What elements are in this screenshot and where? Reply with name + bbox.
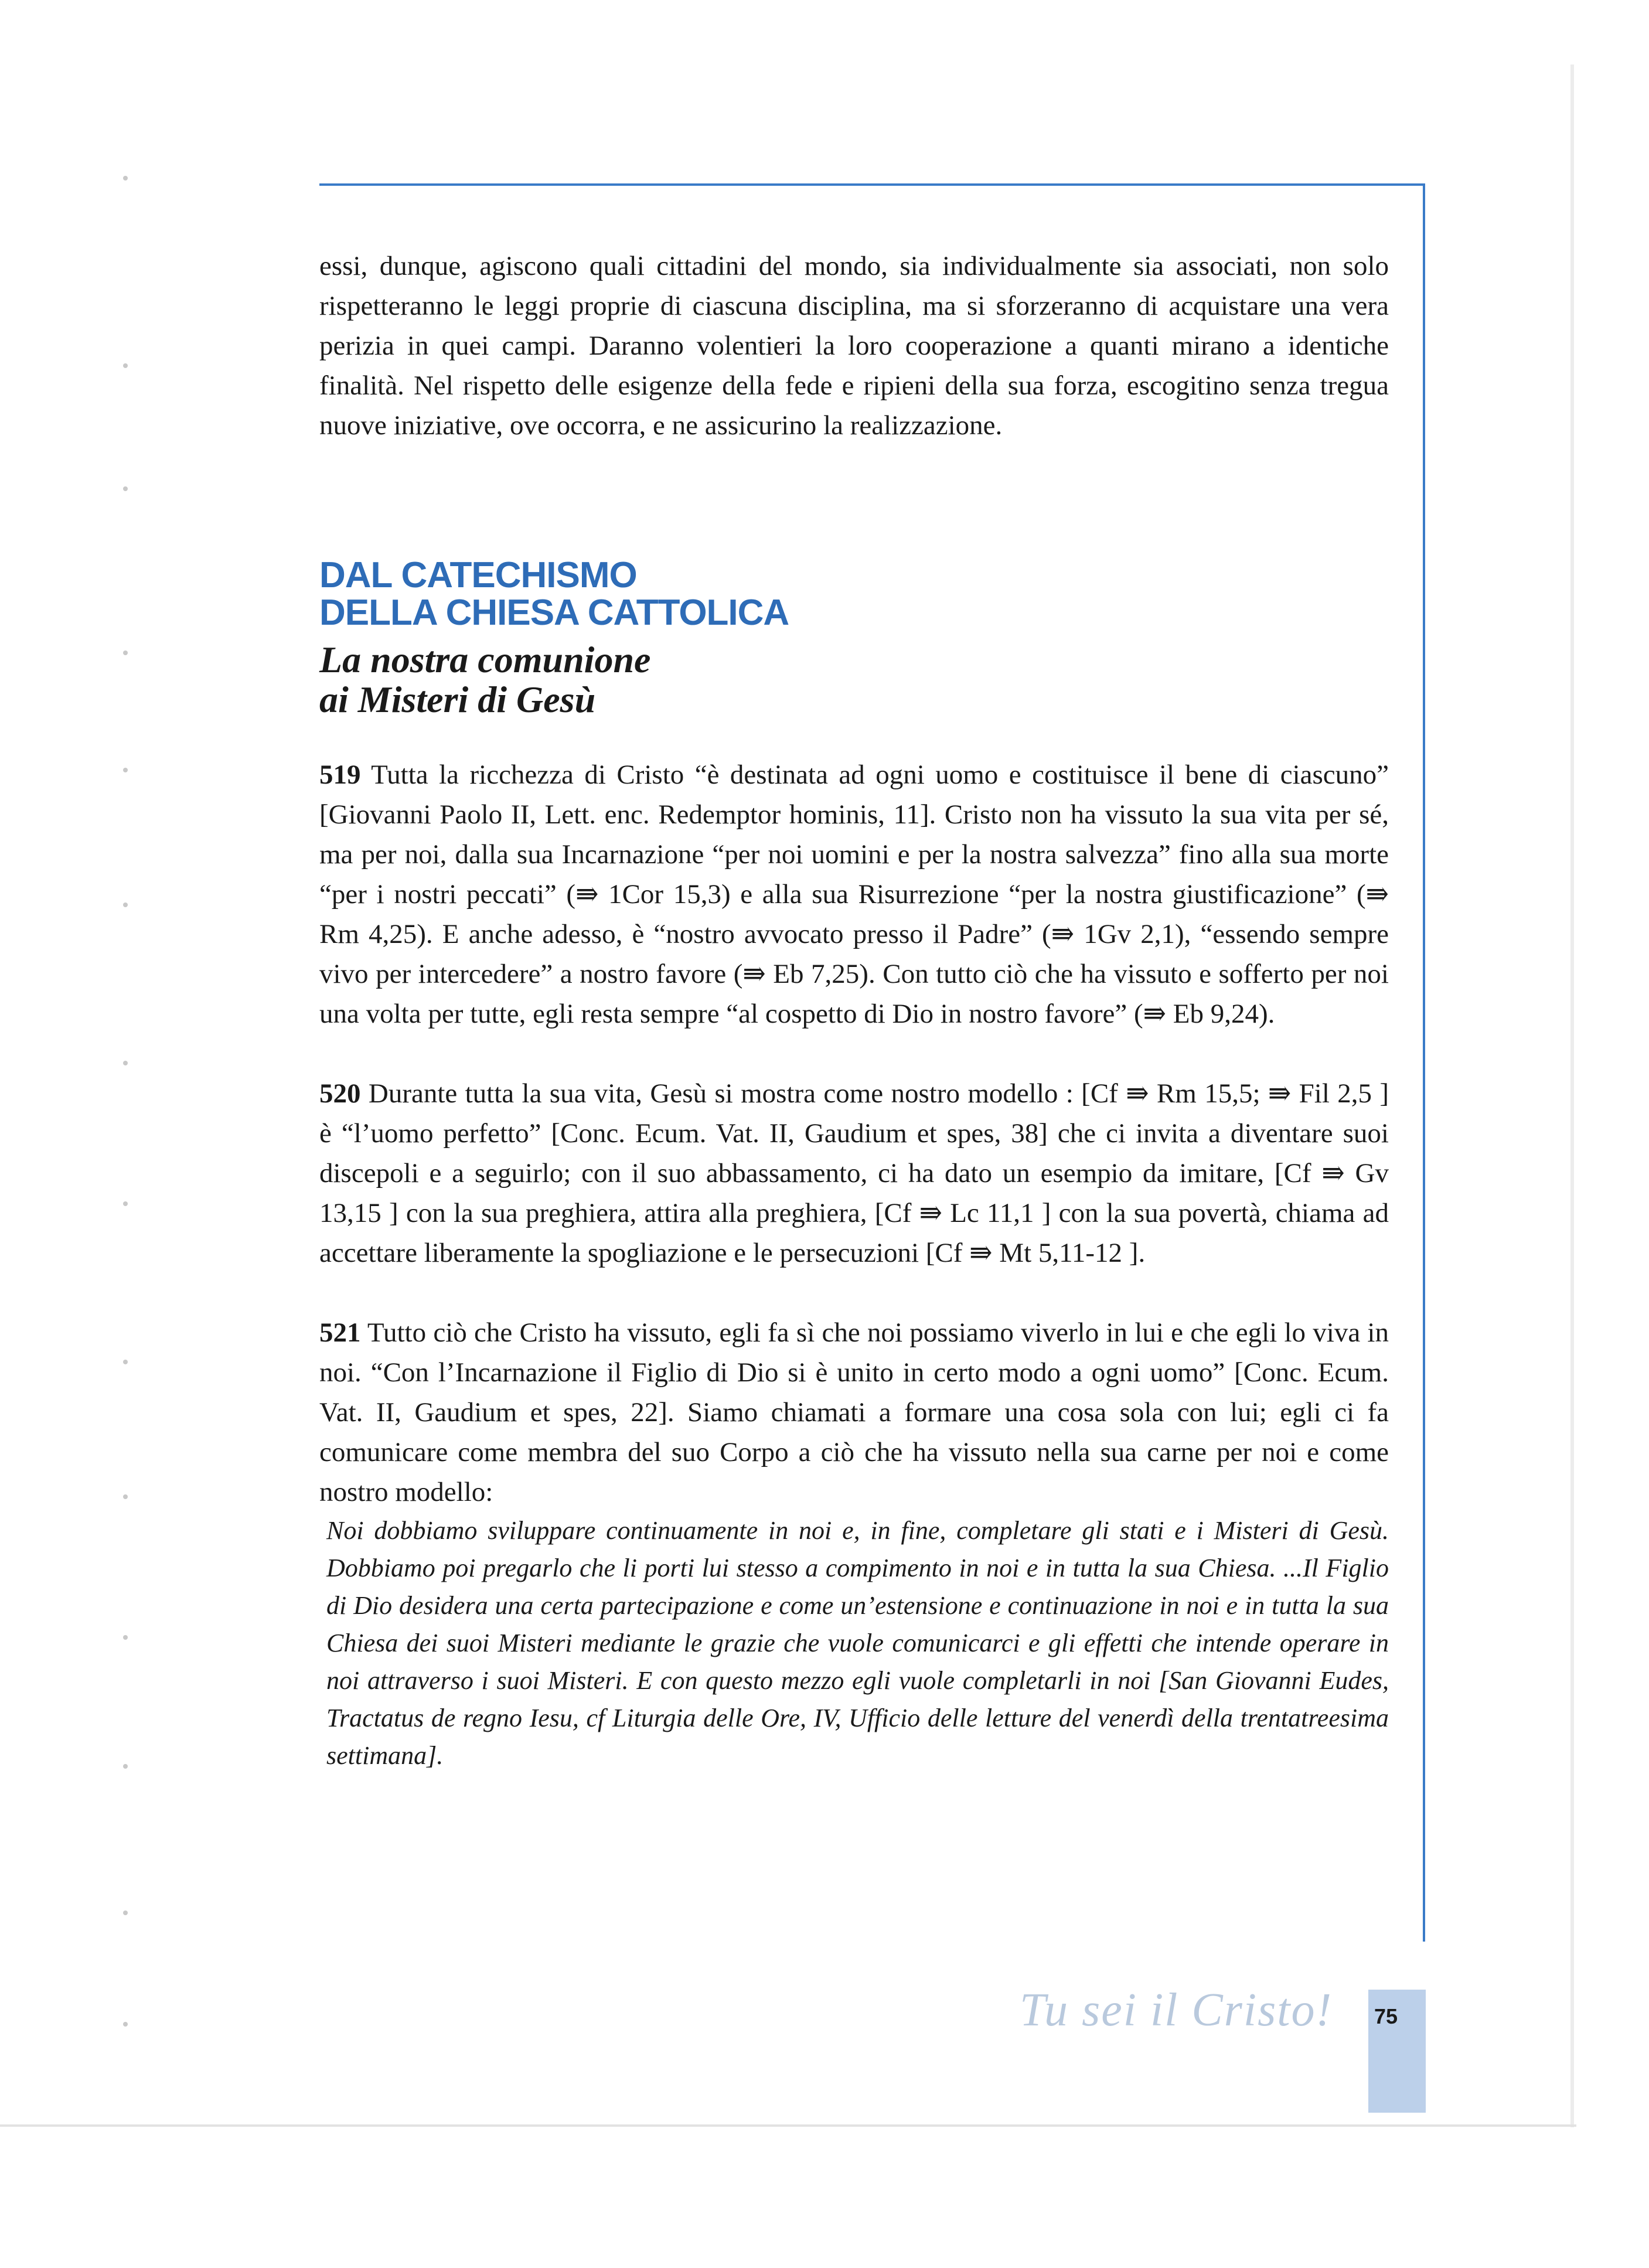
scan-edge-bottom (0, 2124, 1576, 2127)
section-title-line-1: DAL CATECHISMO (319, 555, 637, 595)
page-number: 75 (1374, 2004, 1398, 2028)
section-subtitle-line-1: La nostra comunione (319, 639, 651, 680)
page-frame-right-rule (1423, 183, 1425, 1942)
intro-paragraph: essi, dunque, agiscono quali cittadini del mondo, sia individualmente sia associati, non solo rispetteranno le leggi proprie di ciascuna disciplina, ma si sforzeranno di acquistare una vera perizia in quei campi. Daranno volentieri la loro cooperazione a quanti mirano a identiche finalità. Nel rispetto delle esigenze della fede e ripieni della sua forza, escogitino senza tregua nuove iniziative, ove occorra, e ne assicurino la realizzazione. (319, 251, 1389, 441)
paragraph-number: 519 (319, 760, 361, 790)
footer-book-title: Tu sei il Cristo! (1020, 1984, 1333, 2036)
section-title (319, 557, 1389, 632)
paragraph-520 (319, 1074, 1389, 1273)
page-content (319, 246, 1389, 1775)
scan-edge-right (1570, 64, 1574, 2127)
quotation-eudes: Noi dobbiamo sviluppare continuamente in noi e, in fine, completare gli stati e i Misteri di Gesù. Dobbiamo poi pregarlo che li porti lui stesso a compimento in noi e in tutta la sua Chiesa. ...Il Figlio di Dio desidera una certa partecipazione e come un’estensione e continuazione in noi e in tutta la sua Chiesa dei suoi Misteri mediante le grazie che vuole comunicarci e gli effetti che intende operare in noi attraverso i suoi Misteri. E con questo mezzo egli vuole completarli in noi [San Giovanni Eudes, Tractatus de regno Iesu, cf Liturgia delle Ore, IV, Ufficio delle letture del venerdì della trentatreesima settimana]. (326, 1516, 1389, 1770)
paragraph-text: Durante tutta la sua vita, Gesù si mostra come nostro modello : [Cf ⇛ Rm 15,5; ⇛ Fil 2,5 ] è “l’uomo perfetto” [Conc. Ecum. Vat. II, Gaudium et spes, 38] che ci invita a diventare suoi discepoli e a seguirlo; con il suo abbassamento, ci ha dato un esempio da imitare, [Cf ⇛ Gv 13,15 ] con la sua preghiera, attira alla preghiera, [Cf ⇛ Lc 11,1 ] con la sua povertà, chiama ad accettare liberamente la spogliazione e le persecuzioni [Cf ⇛ Mt 5,11-12 ]. (319, 1078, 1389, 1268)
paragraph-text: Tutta la ricchezza di Cristo “è destinata ad ogni uomo e costituisce il bene di ciascuno” [Giovanni Paolo II, Lett. enc. Redemptor hominis, 11]. Cristo non ha vissuto la sua vita per sé, ma per noi, dalla sua Incarnazione “per noi uomini e per la nostra salvezza” fino alla sua morte “per i nostri peccati” (⇛ 1Cor 15,3) e alla sua Risurrezione “per la nostra giustificazione” (⇛ Rm 4,25). E anche adesso, è “nostro avvocato presso il Padre” (⇛ 1Gv 2,1), “essendo sempre vivo per intercedere” a nostro favore (⇛ Eb 7,25). Con tutto ciò che ha vissuto e sofferto per noi una volta per tutte, egli resta sempre “al cospetto di Dio in nostro favore” (⇛ Eb 9,24). (319, 760, 1389, 1029)
paragraph-519 (319, 755, 1389, 1034)
page-frame-top-rule (319, 183, 1425, 186)
section-subtitle (319, 640, 1389, 720)
paragraph-number: 520 (319, 1078, 361, 1109)
paragraph-number: 521 (319, 1317, 361, 1348)
binding-holes (117, 176, 135, 2110)
paragraph-text: Tutto ciò che Cristo ha vissuto, egli fa sì che noi possiamo viverlo in lui e che egli lo viva in noi. “Con l’Incarnazione il Figlio di Dio si è unito in certo modo a ogni uomo” [Conc. Ecum. Vat. II, Gaudium et spes, 22]. Siamo chiamati a formare una cosa sola con lui; egli ci fa comunicare come membra del suo Corpo a ciò che ha vissuto nella sua carne per noi e come nostro modello: (319, 1317, 1389, 1507)
section-subtitle-line-2: ai Misteri di Gesù (319, 679, 596, 720)
paragraph-521 (319, 1313, 1389, 1512)
section-title-line-2: DELLA CHIESA CATTOLICA (319, 592, 789, 633)
